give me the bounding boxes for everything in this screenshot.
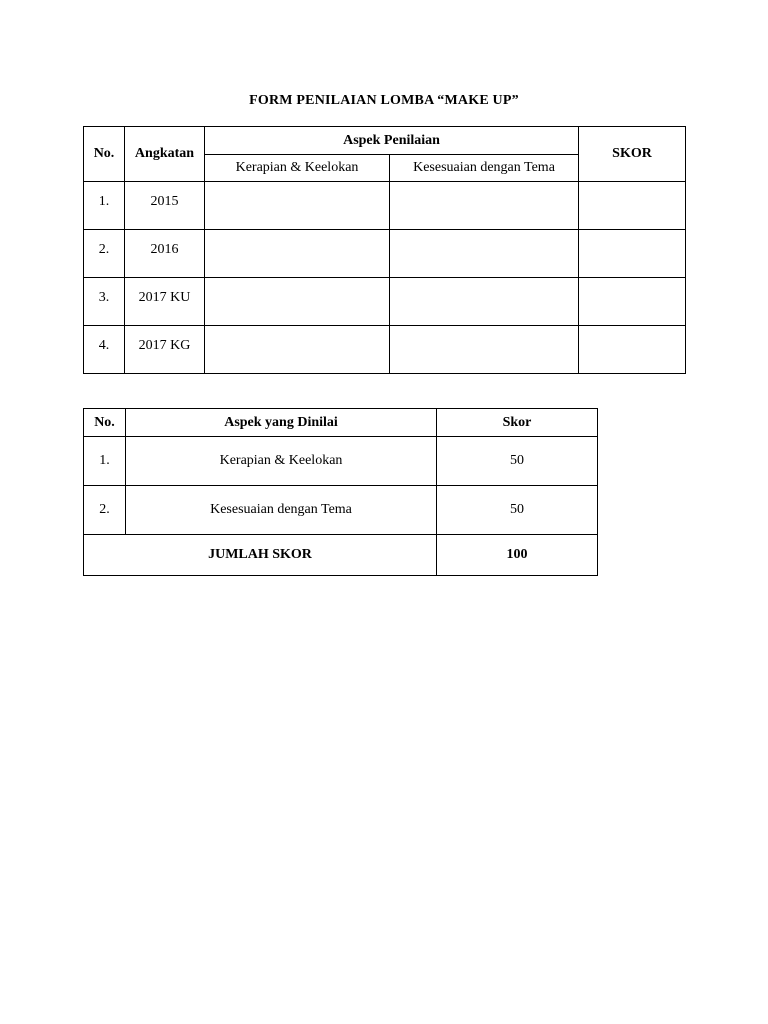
score-cell-skor[interactable]: [579, 182, 686, 230]
assessment-table: [83, 126, 686, 374]
row-no: 3.: [84, 278, 125, 326]
header-no: No.: [84, 127, 125, 182]
score-cell-kesesuaian[interactable]: [390, 326, 579, 374]
total-label: JUMLAH SKOR: [84, 535, 437, 576]
row-angkatan: 2016: [125, 230, 205, 278]
table-row: [84, 230, 686, 278]
row-aspek: Kerapian & Keelokan: [126, 437, 437, 486]
header-no: No.: [84, 409, 126, 437]
table-row: [84, 326, 686, 374]
header-skor: SKOR: [579, 127, 686, 182]
score-cell-kerapian[interactable]: [205, 326, 390, 374]
score-cell-kerapian[interactable]: [205, 278, 390, 326]
header-aspek-penilaian: Aspek Penilaian: [205, 127, 579, 155]
score-cell-skor[interactable]: [579, 230, 686, 278]
row-no: 2.: [84, 486, 126, 535]
header-kesesuaian: Kesesuaian dengan Tema: [390, 155, 579, 182]
score-cell-skor[interactable]: [579, 326, 686, 374]
score-cell-kerapian[interactable]: [205, 182, 390, 230]
header-aspek-dinilai: Aspek yang Dinilai: [126, 409, 437, 437]
row-aspek: Kesesuaian dengan Tema: [126, 486, 437, 535]
form-title: FORM PENILAIAN LOMBA “MAKE UP”: [249, 93, 519, 108]
score-cell-kerapian[interactable]: [205, 230, 390, 278]
header-kerapian: Kerapian & Keelokan: [205, 155, 390, 182]
row-angkatan: 2017 KU: [125, 278, 205, 326]
row-angkatan: 2015: [125, 182, 205, 230]
score-cell-kesesuaian[interactable]: [390, 230, 579, 278]
scoring-criteria-table: [83, 408, 598, 576]
header-skor: Skor: [437, 409, 598, 437]
score-cell-kesesuaian[interactable]: [390, 182, 579, 230]
row-no: 1.: [84, 182, 125, 230]
table-row: [84, 278, 686, 326]
row-no: 1.: [84, 437, 126, 486]
header-angkatan: Angkatan: [125, 127, 205, 182]
total-row: [84, 535, 598, 576]
row-skor: 50: [437, 437, 598, 486]
row-skor: 50: [437, 486, 598, 535]
total-value: 100: [437, 535, 598, 576]
row-no: 4.: [84, 326, 125, 374]
table-row: [84, 182, 686, 230]
table-row: [84, 437, 598, 486]
score-cell-kesesuaian[interactable]: [390, 278, 579, 326]
row-no: 2.: [84, 230, 125, 278]
row-angkatan: 2017 KG: [125, 326, 205, 374]
table-row: [84, 486, 598, 535]
score-cell-skor[interactable]: [579, 278, 686, 326]
